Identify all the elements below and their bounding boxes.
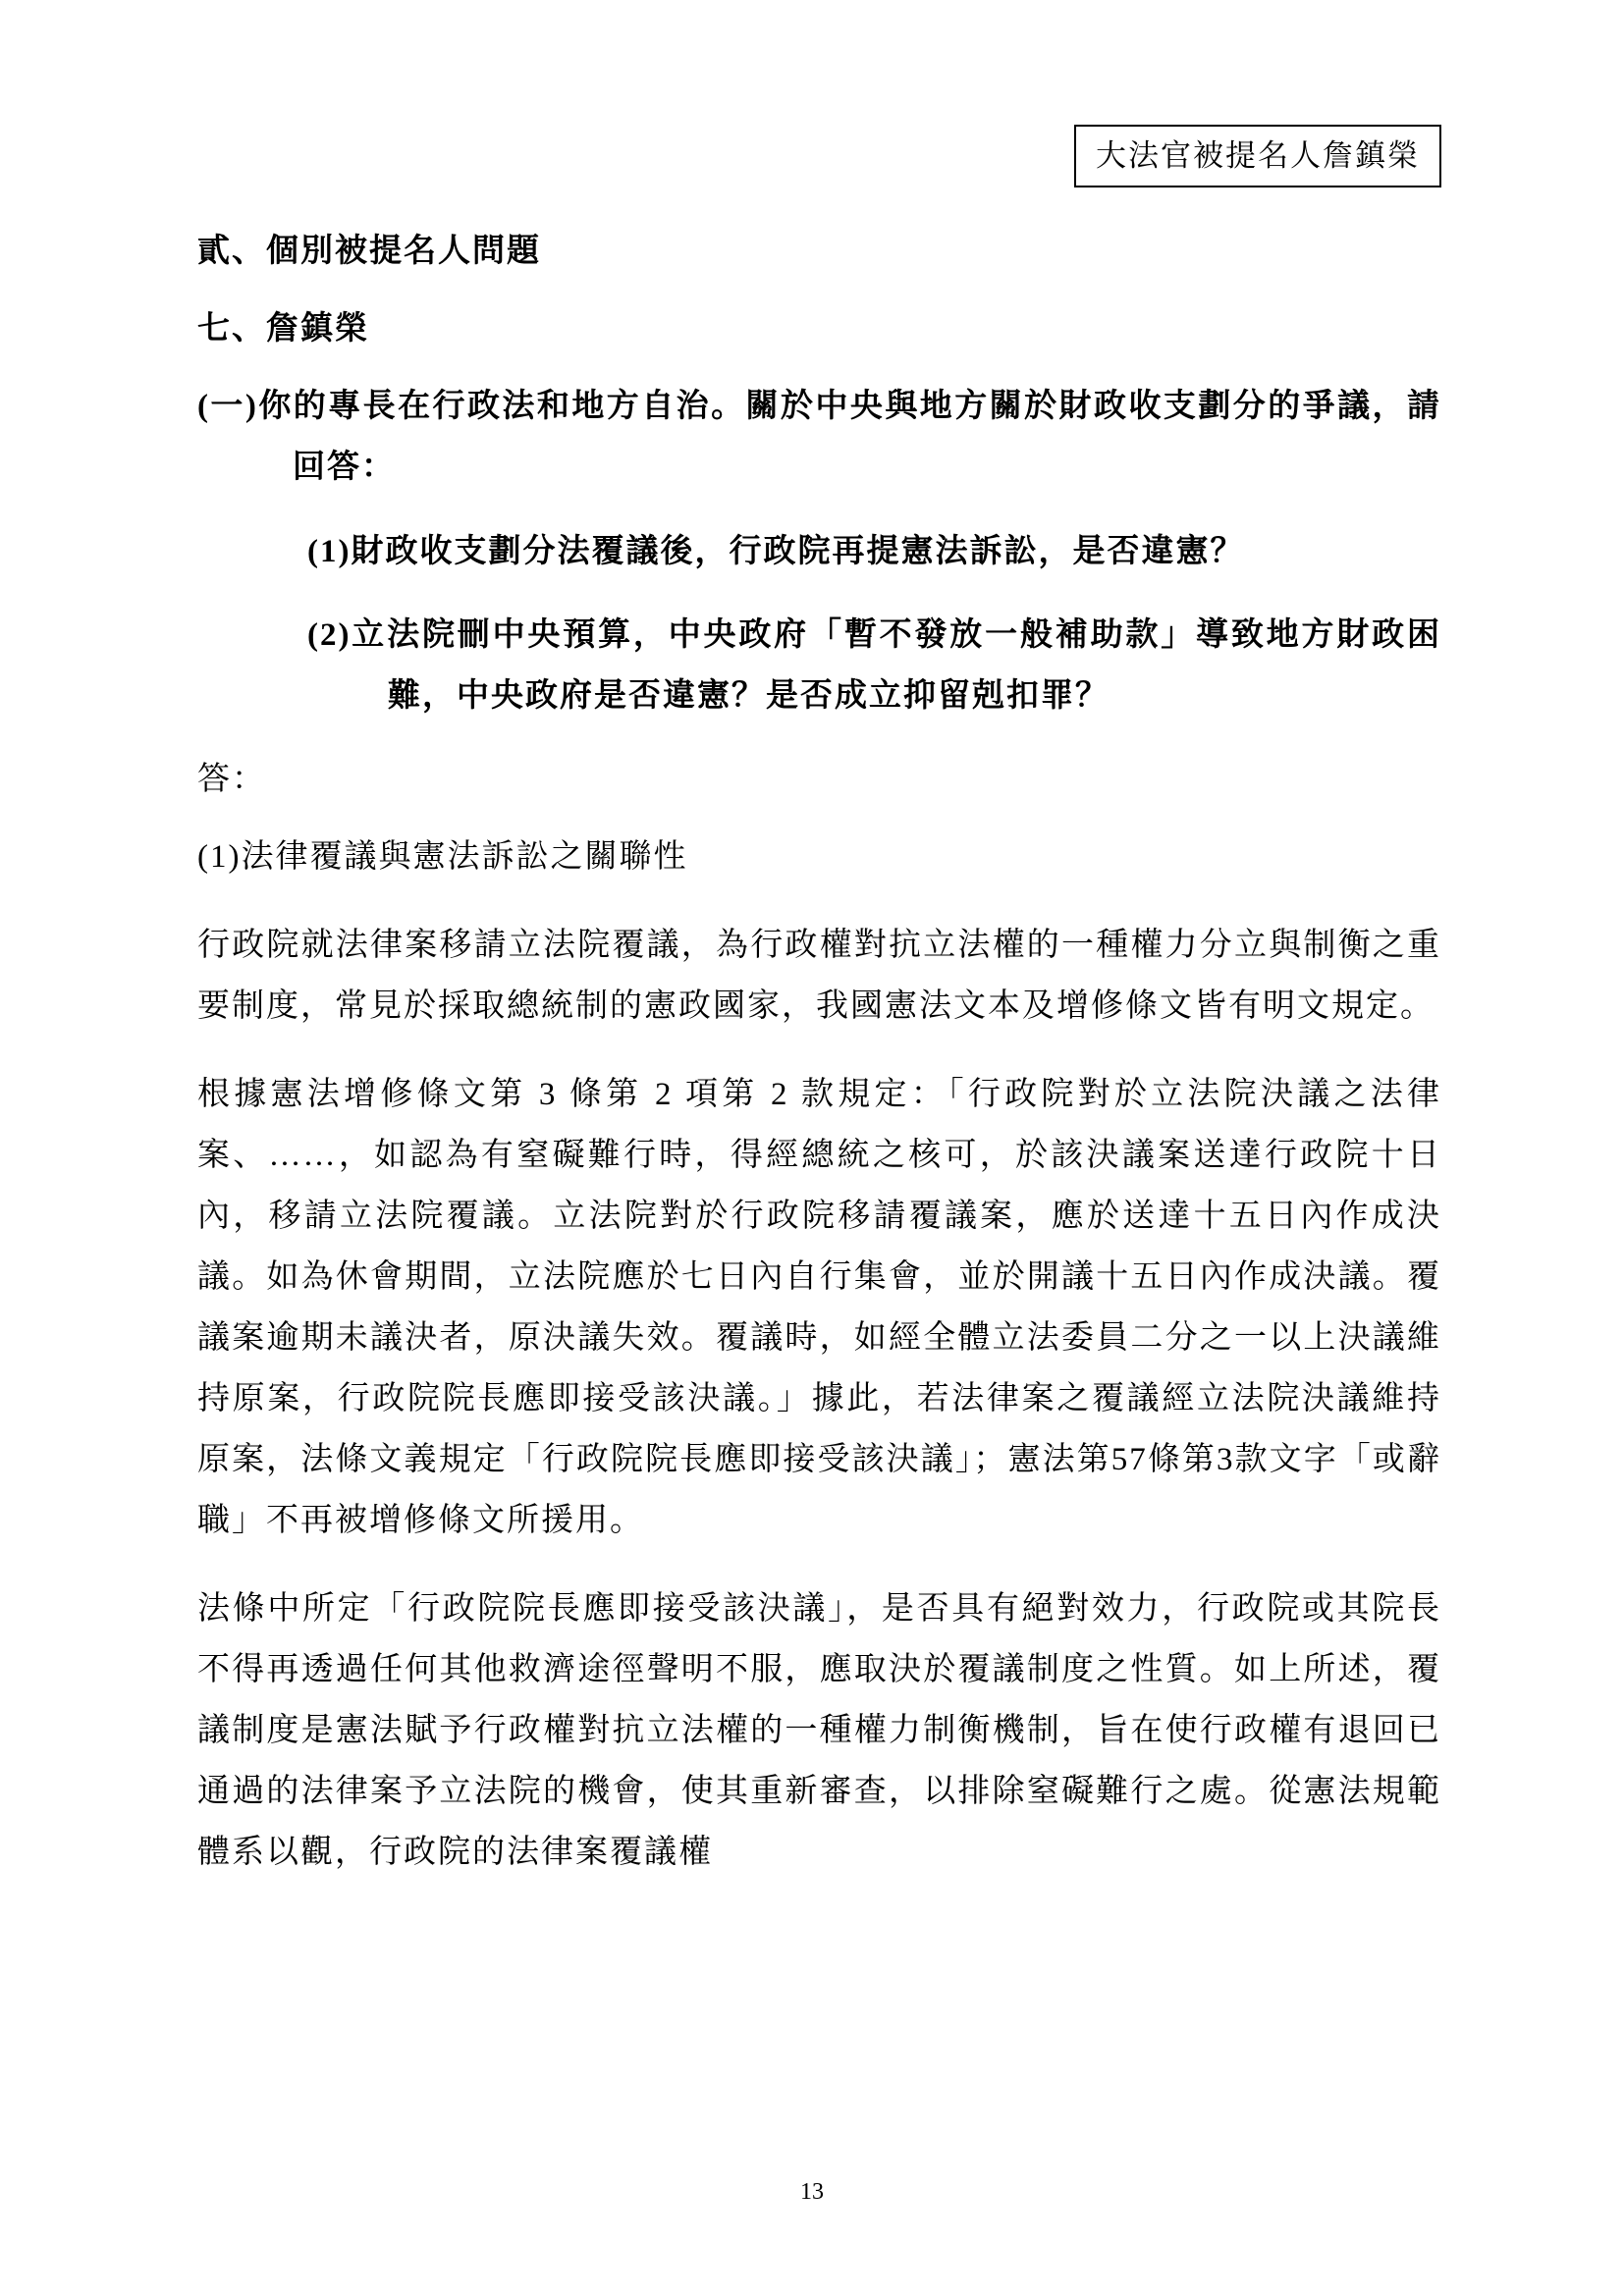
question-item <box>197 376 1441 498</box>
subquestion-1-text: 財政收支劃分法覆議後，行政院再提憲法訴訟，是否違憲？ <box>351 533 1245 569</box>
nominee-header-box: 大法官被提名人詹鎮榮 <box>1074 125 1441 187</box>
section-heading: 貳、個別被提名人問題 <box>197 233 541 269</box>
question-label: (一) <box>197 388 258 424</box>
subquestion-2-text: 立法院刪中央預算，中央政府「暫不發放一般補助款」導致地方財政困難，中央政府是否違憲？是否成立抑留剋扣罪？ <box>351 616 1441 714</box>
subquestion-2-label: (2) <box>307 616 352 653</box>
answer-label: 答： <box>197 761 266 797</box>
subquestion-2 <box>307 605 1441 726</box>
subquestion-1-label: (1) <box>307 533 352 569</box>
subquestion-1 <box>307 521 1441 582</box>
answer-heading: (1)法律覆議與憲法訴訟之關聯性 <box>197 838 688 875</box>
header-row <box>197 125 1441 187</box>
answer-paragraph: 法條中所定「行政院院長應即接受該決議」，是否具有絕對效力，行政院或其院長不得再透過任何其他救濟途徑聲明不服，應取決於覆議制度之性質。如上所述，覆議制度是憲法賦予行政權對抗立法權的一種權力制衡機制，旨在使行政權有退回已通過的法律案予立法院的機會，使其重新審查，以排除窒礙難行之處。從憲法規範體系以觀，行政院的法律案覆議權 <box>197 1590 1441 1870</box>
answer-paragraph: 行政院就法律案移請立法院覆議，為行政權對抗立法權的一種權力分立與制衡之重要制度，常見於採取總統制的憲政國家，我國憲法文本及增修條文皆有明文規定。 <box>197 927 1441 1024</box>
page-number: 13 <box>800 2179 824 2205</box>
subsection-heading: 七、詹鎮榮 <box>197 310 369 347</box>
answer-paragraph: 根據憲法增修條文第 3 條第 2 項第 2 款規定：「行政院對於立法院決議之法律案、……，如認為有窒礙難行時，得經總統之核可，於該決議案送達行政院十日內，移請立法院覆議。立法院對於行政院移請覆議案，應於送達十五日內作成決議。如為休會期間，立法院應於七日內自行集會，並於開議十五日內作成決議。覆議案逾期未議決者，原決議失效。覆議時，如經全體立法委員二分之一以上決議維持原案，行政院院長應即接受該決議。」據此，若法律案之覆議經立法院決議維持原案，法條文義規定「行政院院長應即接受該決議」；憲法第57條第3款文字「或辭職」不再被增修條文所援用。 <box>197 1076 1441 1538</box>
question-text: 你的專長在行政法和地方自治。關於中央與地方關於財政收支劃分的爭議，請回答： <box>257 388 1442 485</box>
